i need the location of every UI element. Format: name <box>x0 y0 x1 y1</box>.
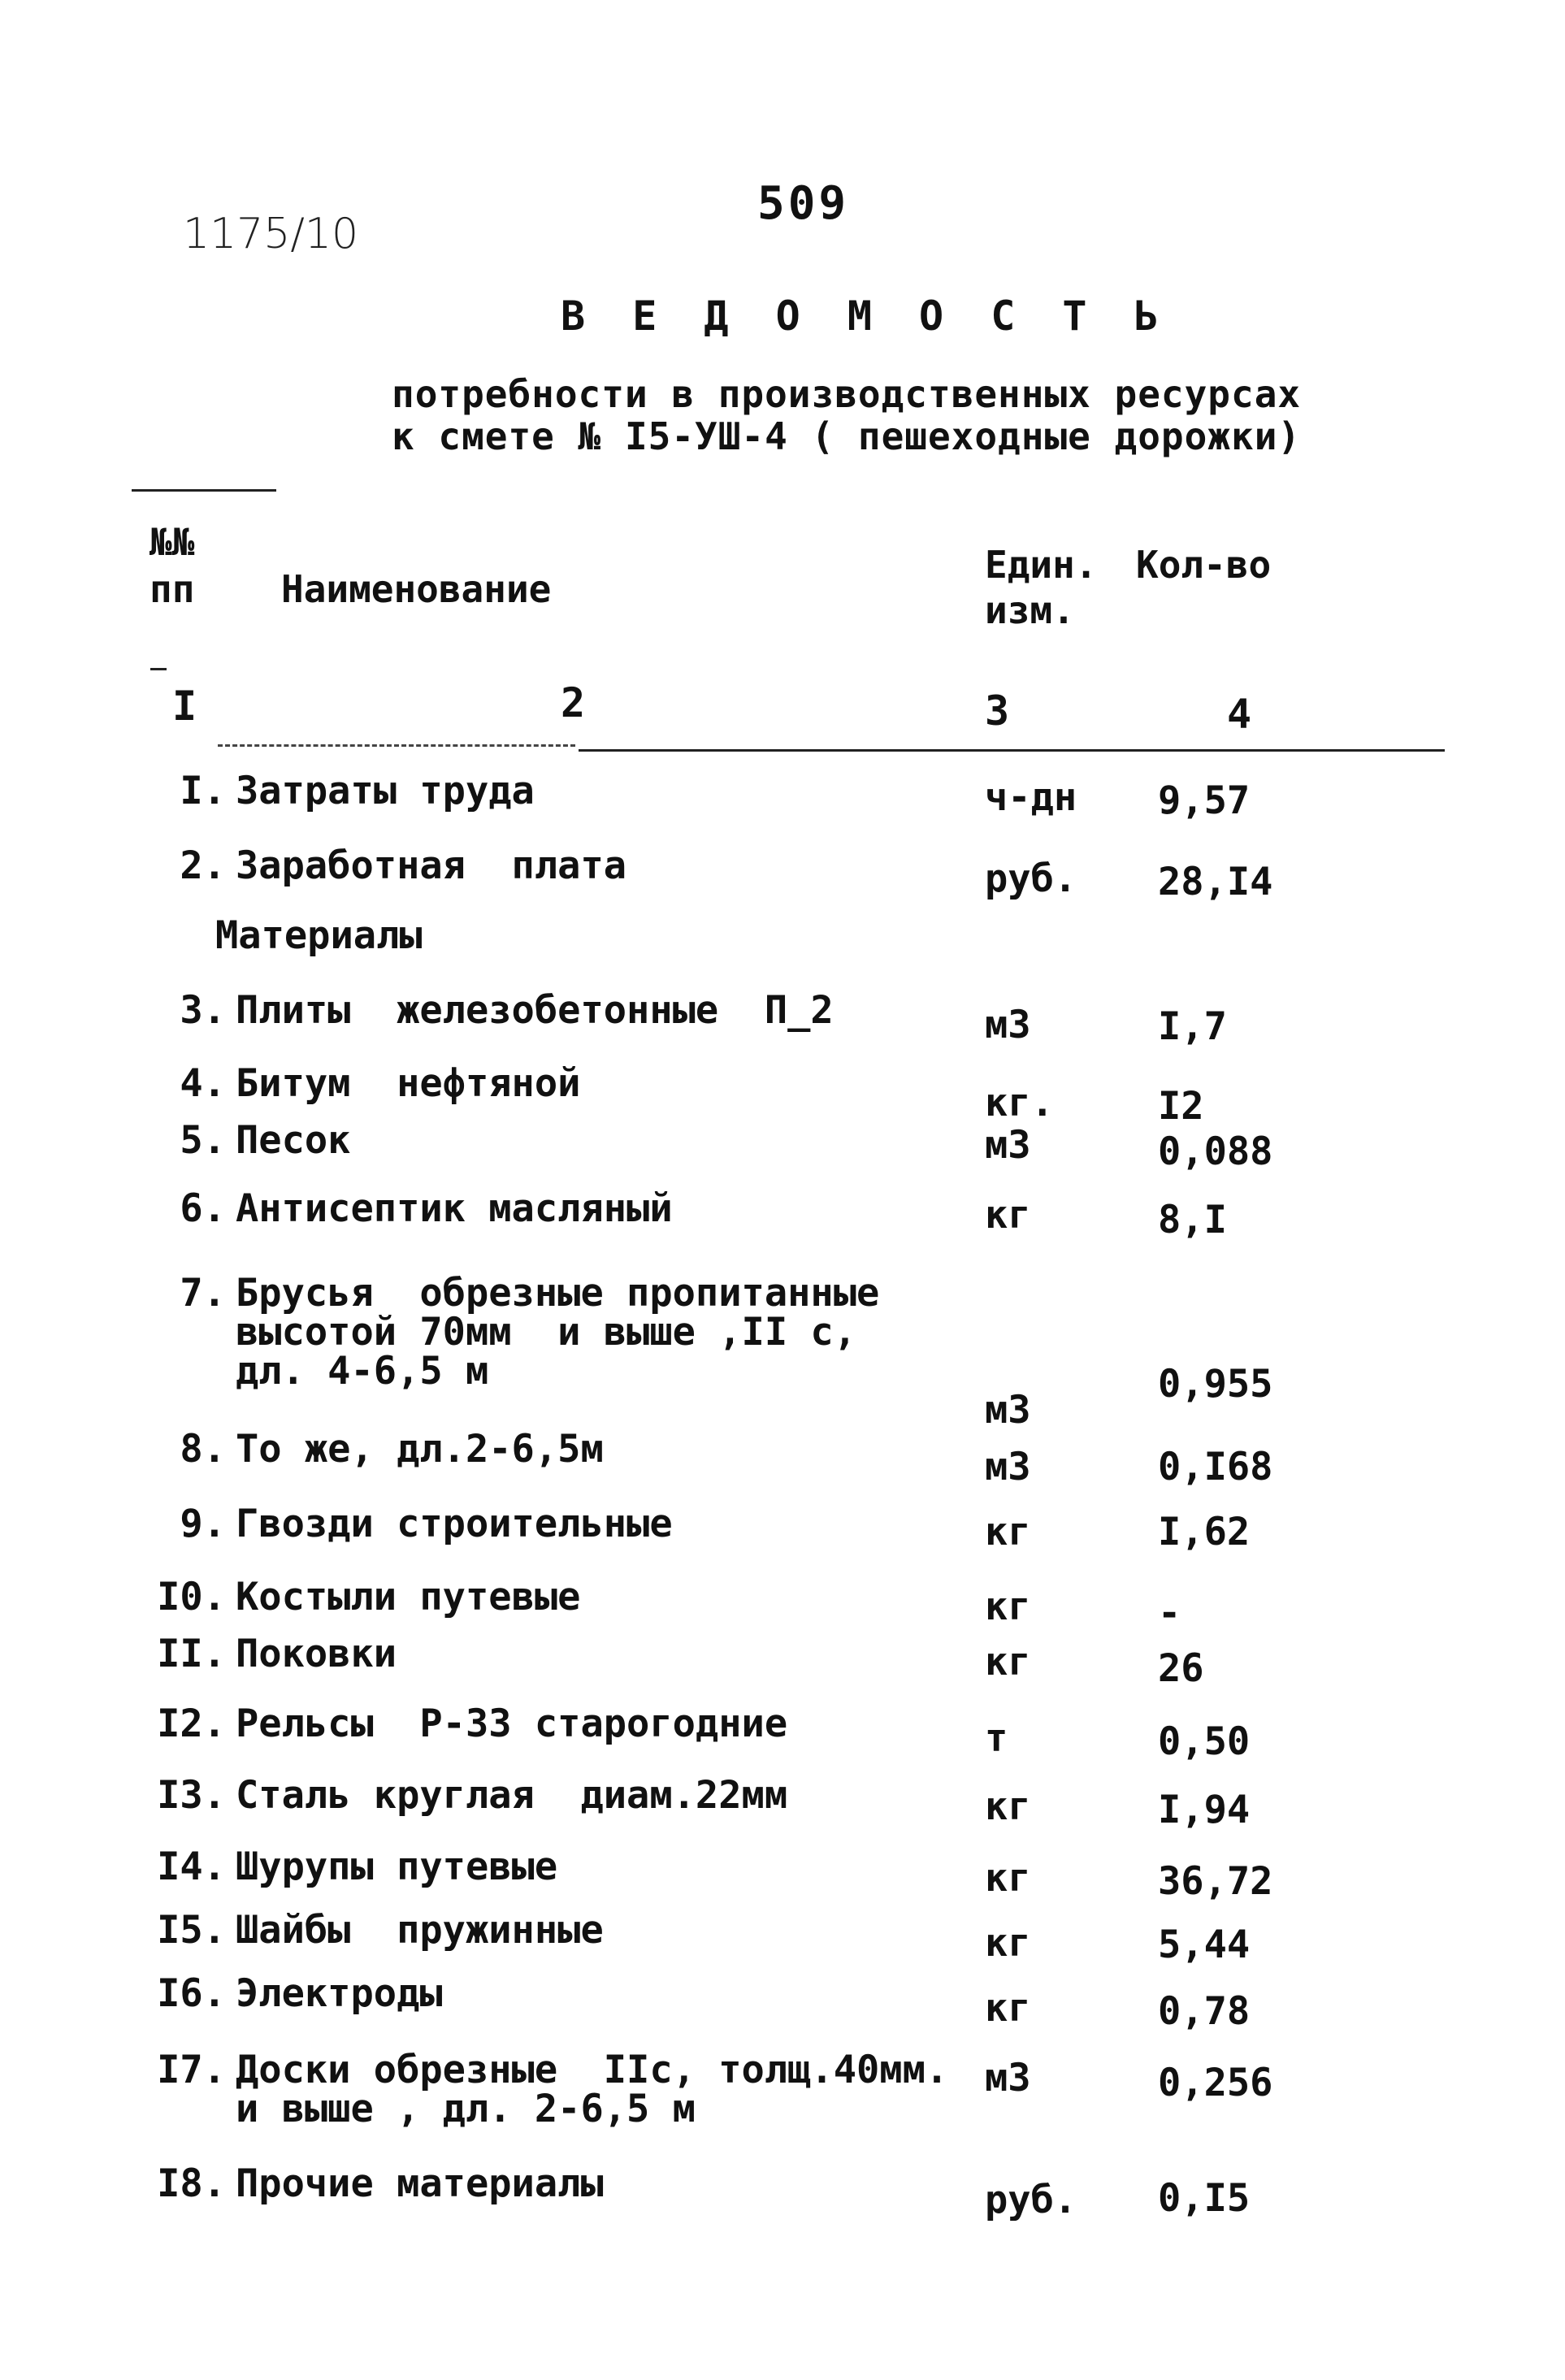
row-quantity: 0,I5 <box>1158 2176 1251 2221</box>
row-number: 9. <box>180 1502 226 1546</box>
row-name: Костыли путевые <box>236 1575 581 1619</box>
row-name: Плиты железобетонные П_2 <box>236 988 834 1033</box>
row-unit: руб. <box>985 2178 1077 2222</box>
header-tick <box>150 668 167 670</box>
row-quantity: I,94 <box>1158 1788 1251 1832</box>
row-quantity: 0,78 <box>1158 1989 1251 2034</box>
column-number-4: 4 <box>1227 691 1252 738</box>
header-unit-line2: изм. <box>985 588 1075 632</box>
row-number: I4. <box>157 1845 226 1889</box>
row-quantity: 26 <box>1158 1646 1204 1691</box>
archive-mark: 1175/10 <box>183 210 359 258</box>
row-unit: м3 <box>985 1388 1031 1433</box>
row-quantity: 9,57 <box>1158 778 1251 823</box>
row-name: Битум нефтяной <box>236 1061 581 1106</box>
section-heading-materials: Материалы <box>215 913 423 958</box>
row-number: 2. <box>180 843 226 888</box>
row-quantity: I2 <box>1158 1084 1204 1129</box>
row-unit: кг <box>985 1584 1031 1629</box>
row-unit: м3 <box>985 2056 1031 2100</box>
row-name: Гвозди строительные <box>236 1502 673 1546</box>
header-num-line2: пп <box>150 567 195 611</box>
header-num-line1: №№ <box>150 520 195 564</box>
row-name: Шайбы пружинные <box>236 1908 604 1953</box>
row-unit: т <box>985 1716 1008 1761</box>
row-quantity: 28,I4 <box>1158 860 1273 904</box>
row-quantity: I,62 <box>1158 1510 1251 1554</box>
row-quantity: 0,50 <box>1158 1719 1251 1764</box>
row-number: I0. <box>157 1575 226 1619</box>
row-quantity: 0,088 <box>1158 1129 1273 1174</box>
document-title: В Е Д О М О С Т Ь <box>561 293 1170 340</box>
row-unit: кг <box>985 1784 1031 1829</box>
column-number-2: 2 <box>561 679 586 726</box>
row-quantity: I,7 <box>1158 1004 1227 1049</box>
row-name: Прочие материалы <box>236 2161 604 2206</box>
row-number: 5. <box>180 1118 226 1163</box>
row-unit: руб. <box>985 856 1077 901</box>
row-name: Брусья обрезные пропитанные высотой 70мм и выше ,II с, дл. 4-6,5 м <box>236 1271 880 1394</box>
row-name: Доски обрезные IIс, толщ.40мм. и выше , дл. 2-6,5 м <box>236 2048 949 2131</box>
row-number: I. <box>180 769 226 813</box>
row-number: I7. <box>157 2048 226 2092</box>
row-number: I6. <box>157 1971 226 2016</box>
row-unit: кг. <box>985 1081 1054 1125</box>
row-quantity: 8,I <box>1158 1198 1227 1242</box>
row-number: I3. <box>157 1773 226 1818</box>
row-quantity: 0,955 <box>1158 1362 1273 1407</box>
row-unit: кг <box>985 1986 1031 2031</box>
row-quantity: - <box>1158 1591 1181 1636</box>
row-name: Электроды <box>236 1971 443 2016</box>
row-name: То же, дл.2-6,5м <box>236 1427 604 1472</box>
document-subtitle-line1: потребности в производственных ресурсах <box>392 372 1302 416</box>
header-name: Наименование <box>281 567 552 611</box>
row-number: I8. <box>157 2161 226 2206</box>
row-unit: кг <box>985 1193 1031 1238</box>
document-subtitle-line2: к смете № I5-УШ-4 ( пешеходные дорожки) <box>392 414 1302 458</box>
column-number-3: 3 <box>985 687 1010 735</box>
row-quantity: 36,72 <box>1158 1859 1273 1904</box>
header-qty: Кол-во <box>1136 543 1272 587</box>
row-quantity: 0,I68 <box>1158 1445 1273 1489</box>
column-rule <box>579 749 1445 752</box>
row-unit: ч-дн <box>985 775 1077 820</box>
column-number-1: I <box>172 683 197 730</box>
row-name: Заработная плата <box>236 843 627 888</box>
row-quantity: 5,44 <box>1158 1923 1251 1967</box>
row-name: Затраты труда <box>236 769 535 813</box>
row-unit: м3 <box>985 1003 1031 1047</box>
column-rule-dashed <box>218 744 575 747</box>
row-quantity: 0,256 <box>1158 2061 1273 2105</box>
row-name: Сталь круглая диам.22мм <box>236 1773 788 1818</box>
row-unit: кг <box>985 1856 1031 1901</box>
row-number: 4. <box>180 1061 226 1106</box>
header-unit-line1: Един. <box>985 543 1098 587</box>
row-unit: кг <box>985 1510 1031 1554</box>
row-name: Поковки <box>236 1632 397 1676</box>
row-unit: кг <box>985 1921 1031 1966</box>
row-unit: кг <box>985 1640 1031 1684</box>
row-name: Рельсы Р-33 старогодние <box>236 1702 788 1746</box>
page-number: 509 <box>757 177 850 230</box>
row-number: 7. <box>180 1271 226 1316</box>
row-name: Песок <box>236 1118 351 1163</box>
row-number: 8. <box>180 1427 226 1472</box>
row-number: I5. <box>157 1908 226 1953</box>
row-name: Антисептик масляный <box>236 1186 673 1231</box>
row-number: 3. <box>180 988 226 1033</box>
row-number: II. <box>157 1632 226 1676</box>
top-rule <box>132 489 276 492</box>
row-number: I2. <box>157 1702 226 1746</box>
row-unit: м3 <box>985 1123 1031 1168</box>
row-number: 6. <box>180 1186 226 1231</box>
row-name: Шурупы путевые <box>236 1845 558 1889</box>
row-unit: м3 <box>985 1445 1031 1489</box>
